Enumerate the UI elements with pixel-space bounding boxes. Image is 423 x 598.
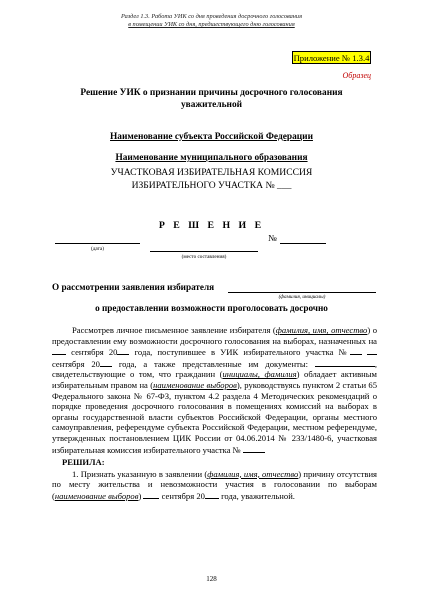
fio-placeholder: фамилия, имя, отчество (275, 325, 368, 335)
subject-name-block (0, 126, 423, 144)
annex-label: Приложение № 1.3.4 (293, 53, 370, 63)
subject-line1: О рассмотрении заявления избирателя (52, 282, 215, 292)
initials-placeholder: инициалы, фамилия (222, 369, 297, 380)
blank-line (205, 490, 219, 499)
running-head-line2: в помещении УИК со дня, предшествующего дню голосования (128, 21, 295, 29)
body-text: ), руководствуясь пунктом 2 статьи 65 Федерального закона № 67-ФЗ, пунктом 4.2 раздела 4 Методических рекомендаций о порядке проведения досрочного голосования в помещениях комиссий на выборах в органы государственной власти субъектов Российской Федерации, органы местного самоуправления, референдуме субъекта Российской Федерации, местном референдуме, утвержденных постановлением ЦИК России от 04.06.2014 № 233/1480-6, участковая избирательная комиссия избирательного участка № (52, 379, 377, 455)
body-text: ) о предоставлении ему возможности досрочного голосования на выборах, назначенных на (52, 325, 377, 346)
decision-body (52, 325, 377, 502)
date-caption: (дата) (91, 246, 104, 252)
body-text: года, поступившее в УИК избирательного участка № (129, 347, 350, 358)
voter-name-caption: (фамилия, инициалы) (278, 294, 326, 300)
body-text: года, уважительной. (218, 490, 295, 501)
sample-label: Образец (342, 71, 371, 80)
body-text: сентября 20 (66, 347, 118, 358)
number-sign: № (268, 233, 277, 243)
commission-line2: ИЗБИРАТЕЛЬНОГО УЧАСТКА № ___ (131, 179, 292, 191)
body-text: ) (138, 490, 144, 501)
subject-line2: о предоставлении возможности проголосовать досрочно (95, 303, 328, 313)
page-number: 128 (206, 575, 217, 583)
body-text: сентября 20 (52, 358, 100, 369)
municipality-name-block (0, 147, 423, 165)
body-paragraph-2 (52, 469, 377, 502)
body-text: 1. Признать указанную в заявлении ( (72, 468, 208, 479)
resolved-heading: РЕШИЛА: (62, 457, 105, 468)
blank-line (367, 346, 377, 355)
body-text: ) обладает активным избирательным правом на ( (52, 369, 377, 390)
blank-line (315, 358, 375, 367)
body-text: ) причину отсутствия по месту жительства и невозможности участия в голосовании по выборам ( (52, 468, 377, 501)
body-text: года, а также представленные им документы: (111, 358, 315, 369)
municipality-name: Наименование муниципального образования (115, 153, 308, 163)
voter-name-line (228, 292, 376, 293)
body-paragraph-1 (52, 325, 377, 455)
blank-line (52, 346, 66, 355)
blank-line (243, 444, 265, 453)
number-line (280, 243, 326, 244)
running-head-line1: Раздел 1.3. Работа УИК со дня проведения досрочного голосования (120, 13, 303, 20)
date-line (55, 243, 140, 244)
fio-placeholder: фамилия, имя, отчество (207, 468, 299, 479)
decision-title: Решение УИК о признании причины досрочного голосования уважительной (80, 88, 343, 110)
subject-name: Наименование субъекта Российской Федерации (110, 132, 313, 142)
running-head (0, 13, 423, 29)
blank-line (100, 358, 112, 367)
body-text: сентября 20 (159, 490, 205, 501)
place-caption: (место составления) (181, 254, 227, 260)
commission-line1: УЧАСТКОВАЯ ИЗБИРАТЕЛЬНАЯ КОМИССИЯ (110, 167, 313, 178)
election-name-placeholder: наименование выборов (54, 490, 139, 501)
commission-heading (0, 167, 423, 192)
body-text: Рассмотрев личное письменное заявление избирателя ( (72, 325, 276, 335)
blank-line (350, 346, 362, 355)
place-line (150, 251, 258, 252)
blank-line (117, 346, 129, 355)
blank-line (143, 490, 159, 499)
body-text: , свидетельствующие о том, что гражданин ( (52, 358, 377, 380)
election-name-placeholder: наименование выборов (153, 379, 237, 390)
decision-word: Р Е Ш Е Н И Е (158, 220, 265, 231)
